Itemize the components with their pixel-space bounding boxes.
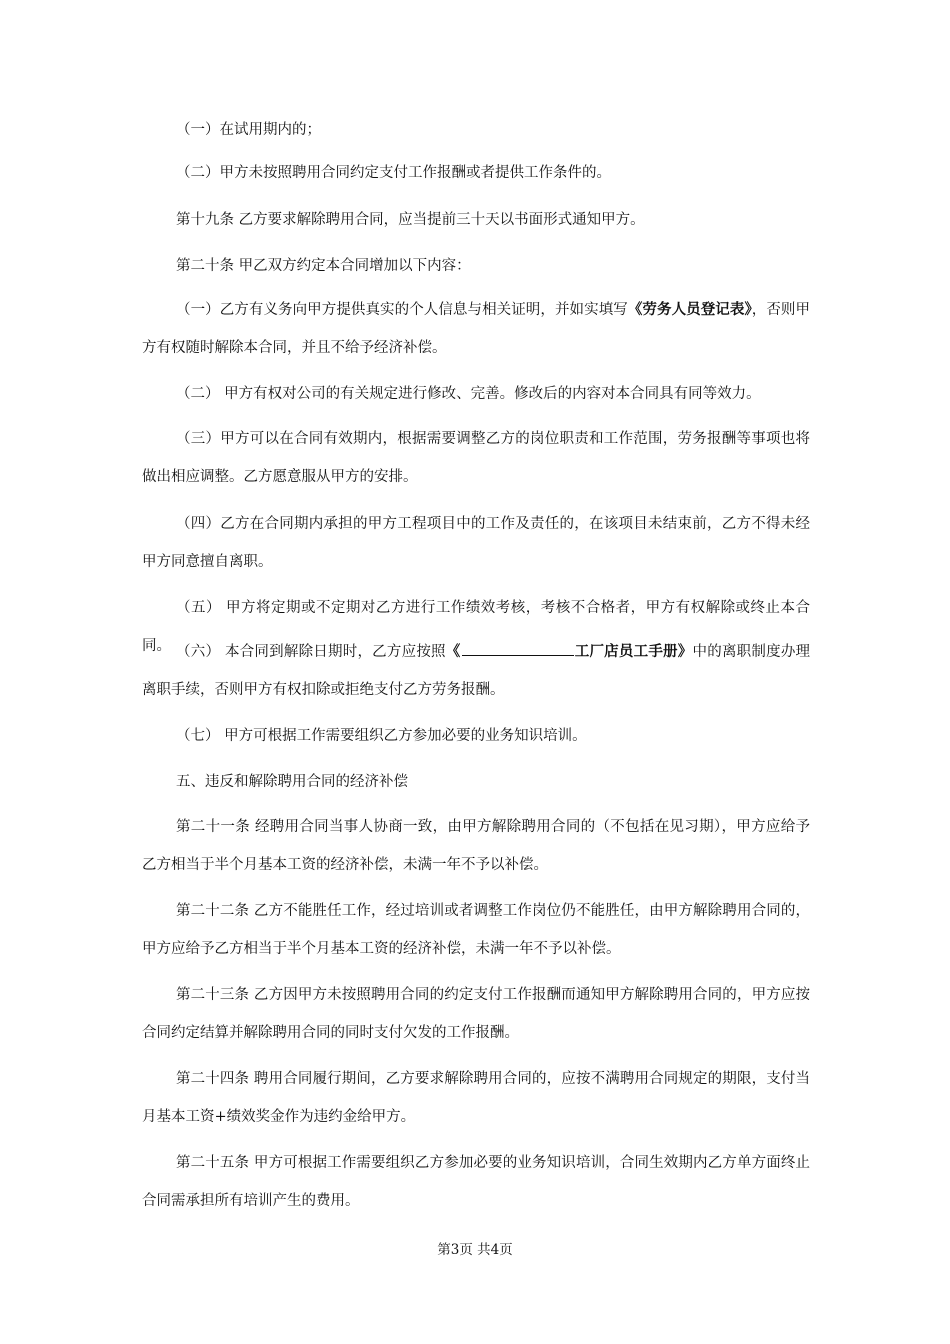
clause-6-handbook bbox=[142, 633, 810, 709]
clause-5-assessment: （五） 甲方将定期或不定期对乙方进行工作绩效考核，考核不合格者，甲方有权解除或终止本合同。 bbox=[142, 600, 810, 654]
section-5-heading: 五、违反和解除聘用合同的经济补偿 bbox=[176, 774, 408, 790]
handbook-open-quote: 《 bbox=[445, 643, 461, 660]
article-24: 第二十四条 聘用合同履行期间，乙方要求解除聘用合同的，应按不满聘用合同规定的期限，支付当月基本工资+绩效奖金作为违约金给甲方。 bbox=[142, 1071, 810, 1125]
clause-7-training: （七） 甲方可根据工作需要组织乙方参加必要的业务知识培训。 bbox=[176, 728, 587, 744]
article-22: 第二十二条 乙方不能胜任工作，经过培训或者调整工作岗位仍不能胜任，由甲方解除聘用合同的，甲方应给予乙方相当于半个月基本工资的经济补偿，未满一年不予以补偿。 bbox=[142, 903, 810, 957]
clause-3-adjustment: （三）甲方可以在合同有效期内，根据需要调整乙方的岗位职责和工作范围，劳务报酬等事项也将做出相应调整。乙方愿意服从甲方的安排。 bbox=[142, 431, 810, 485]
article-21: 第二十一条 经聘用合同当事人协商一致，由甲方解除聘用合同的（不包括在见习期），甲方应给予乙方相当于半个月基本工资的经济补偿，未满一年不予以补偿。 bbox=[142, 819, 810, 873]
clause-1-text-before: （一）乙方有义务向甲方提供真实的个人信息与相关证明，并如实填写 bbox=[176, 302, 628, 318]
paragraph-unpaid-remuneration: （二）甲方未按照聘用合同约定支付工作报酬或者提供工作条件的。 bbox=[176, 165, 611, 181]
article-20: 第二十条 甲乙双方约定本合同增加以下内容： bbox=[176, 258, 471, 274]
handbook-title: 工厂店员工手册》 bbox=[574, 643, 693, 660]
paragraph-probation: （一）在试用期内的； bbox=[176, 122, 321, 138]
article-25: 第二十五条 甲方可根据工作需要组织乙方参加必要的业务知识培训，合同生效期内乙方单方面终止合同需承担所有培训产生的费用。 bbox=[142, 1155, 810, 1209]
article-19: 第十九条 乙方要求解除聘用合同，应当提前三十天以书面形式通知甲方。 bbox=[176, 212, 645, 228]
handbook-name-blank bbox=[462, 641, 574, 656]
clause-6-text-after: 中的离职制度办理离职手续，否则甲方有权扣除或拒绝支付乙方劳务报酬。 bbox=[142, 644, 811, 698]
article-23: 第二十三条 乙方因甲方未按照聘用合同的约定支付工作报酬而通知甲方解除聘用合同的，甲方应按合同约定结算并解除聘用合同的同时支付欠发的工作报酬。 bbox=[142, 987, 810, 1041]
clause-1-text-after: ，否则甲方有权随时解除本合同，并且不给予经济补偿。 bbox=[142, 302, 811, 356]
clause-6-text-before: （六） 本合同到解除日期时，乙方应按照 bbox=[176, 644, 446, 660]
clause-2-rules: （二） 甲方有权对公司的有关规定进行修改、完善。修改后的内容对本合同具有同等效力。 bbox=[176, 386, 761, 402]
clause-4-responsibility: （四）乙方在合同期内承担的甲方工程项目中的工作及责任的，在该项目未结束前，乙方不得未经甲方同意擅自离职。 bbox=[142, 516, 810, 570]
clause-1-registration bbox=[142, 291, 810, 367]
page-number-footer: 第3页 共4页 bbox=[437, 1242, 513, 1258]
registration-form-title: 《劳务人员登记表》 bbox=[627, 301, 752, 318]
